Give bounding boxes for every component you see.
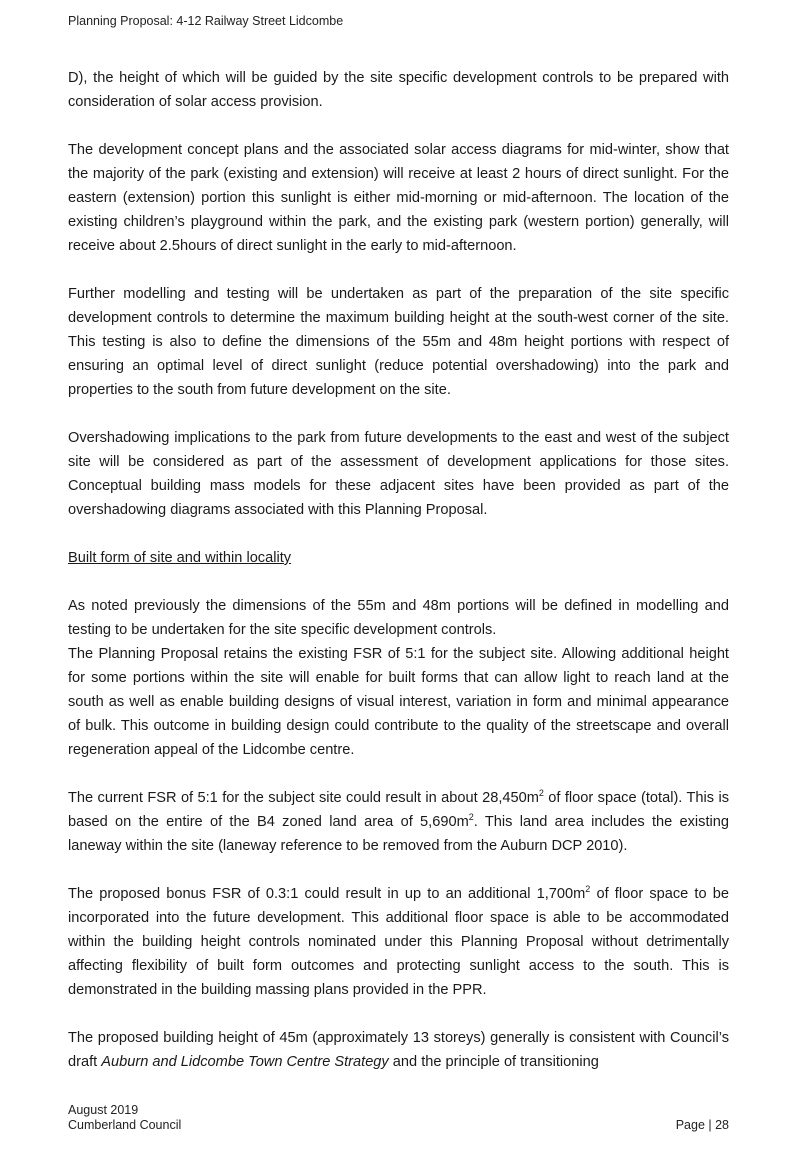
paragraph: The proposed building height of 45m (approximately 13 storeys) generally is consistent with Council’s draft Auburn and Lidcombe Town Centre Strategy and the principle of transitioning <box>68 1030 729 1070</box>
page-header: Planning Proposal: 4-12 Railway Street Lidcombe <box>68 14 344 28</box>
page-number: Page | 28 <box>675 1118 729 1132</box>
paragraph: As noted previously the dimensions of the 55m and 48m portions will be defined in modelling and testing to be undertaken for the site specific development controls. <box>68 598 729 638</box>
page-footer <box>68 1103 729 1133</box>
paragraph: D), the height of which will be guided by the site specific development controls to be prepared with consideration of solar access provision. <box>68 70 729 110</box>
paragraph: Further modelling and testing will be undertaken as part of the preparation of the site specific development controls to determine the maximum building height at the south-west corner of the site. This testing is also to define the dimensions of the 55m and 48m height portions with respect of ensuring an optimal level of direct sunlight (reduce potential overshadowing) into the park and properties to the south from future development on the site. <box>68 286 729 398</box>
document-body <box>68 66 729 1074</box>
paragraph: Overshadowing implications to the park from future developments to the east and west of the subject site will be considered as part of the assessment of development applications for those sites. Conceptual building mass models for these adjacent sites have been provided as part of the overshadowing diagrams associated with this Planning Proposal. <box>68 430 729 518</box>
paragraph: The development concept plans and the associated solar access diagrams for mid-winter, show that the majority of the park (existing and extension) will receive at least 2 hours of direct sunlight. For the eastern (extension) portion this sunlight is either mid-morning or mid-afternoon. The location of the existing children’s playground within the park, and the existing park (western portion) generally, will receive about 2.5hours of direct sunlight in the early to mid-afternoon. <box>68 142 729 254</box>
section-heading: Built form of site and within locality <box>68 550 292 566</box>
paragraph: The Planning Proposal retains the existing FSR of 5:1 for the subject site. Allowing additional height for some portions within the site will enable for built forms that can allow light to reach land at the south as well as enable building designs of visual interest, variation in form and minimal appearance of bulk. This outcome in building design could contribute to the quality of the streetscape and overall regeneration appeal of the Lidcombe centre. <box>68 646 729 758</box>
footer-organisation: Cumberland Council <box>68 1118 182 1132</box>
paragraph: The proposed bonus FSR of 0.3:1 could result in up to an additional $1,700m^2$ of floor space to be incorporated into the future development. This additional floor space is able to be accommodated within the building height controls nominated under this Planning Proposal without detrimentally affecting flexibility of built form outcomes and protecting sunlight access to the south. This is demonstrated in the building massing plans provided in the PPR. <box>68 884 729 998</box>
footer-date: August 2019 <box>68 1103 139 1117</box>
paragraph: The current FSR of 5:1 for the subject site could result in about $28,450m^2$ of floor space (total). This is based on the entire of the B4 zoned land area of $5,690m^2$. This land area includes the existing laneway within the site (laneway reference to be removed from the Auburn DCP 2010). <box>68 788 730 854</box>
